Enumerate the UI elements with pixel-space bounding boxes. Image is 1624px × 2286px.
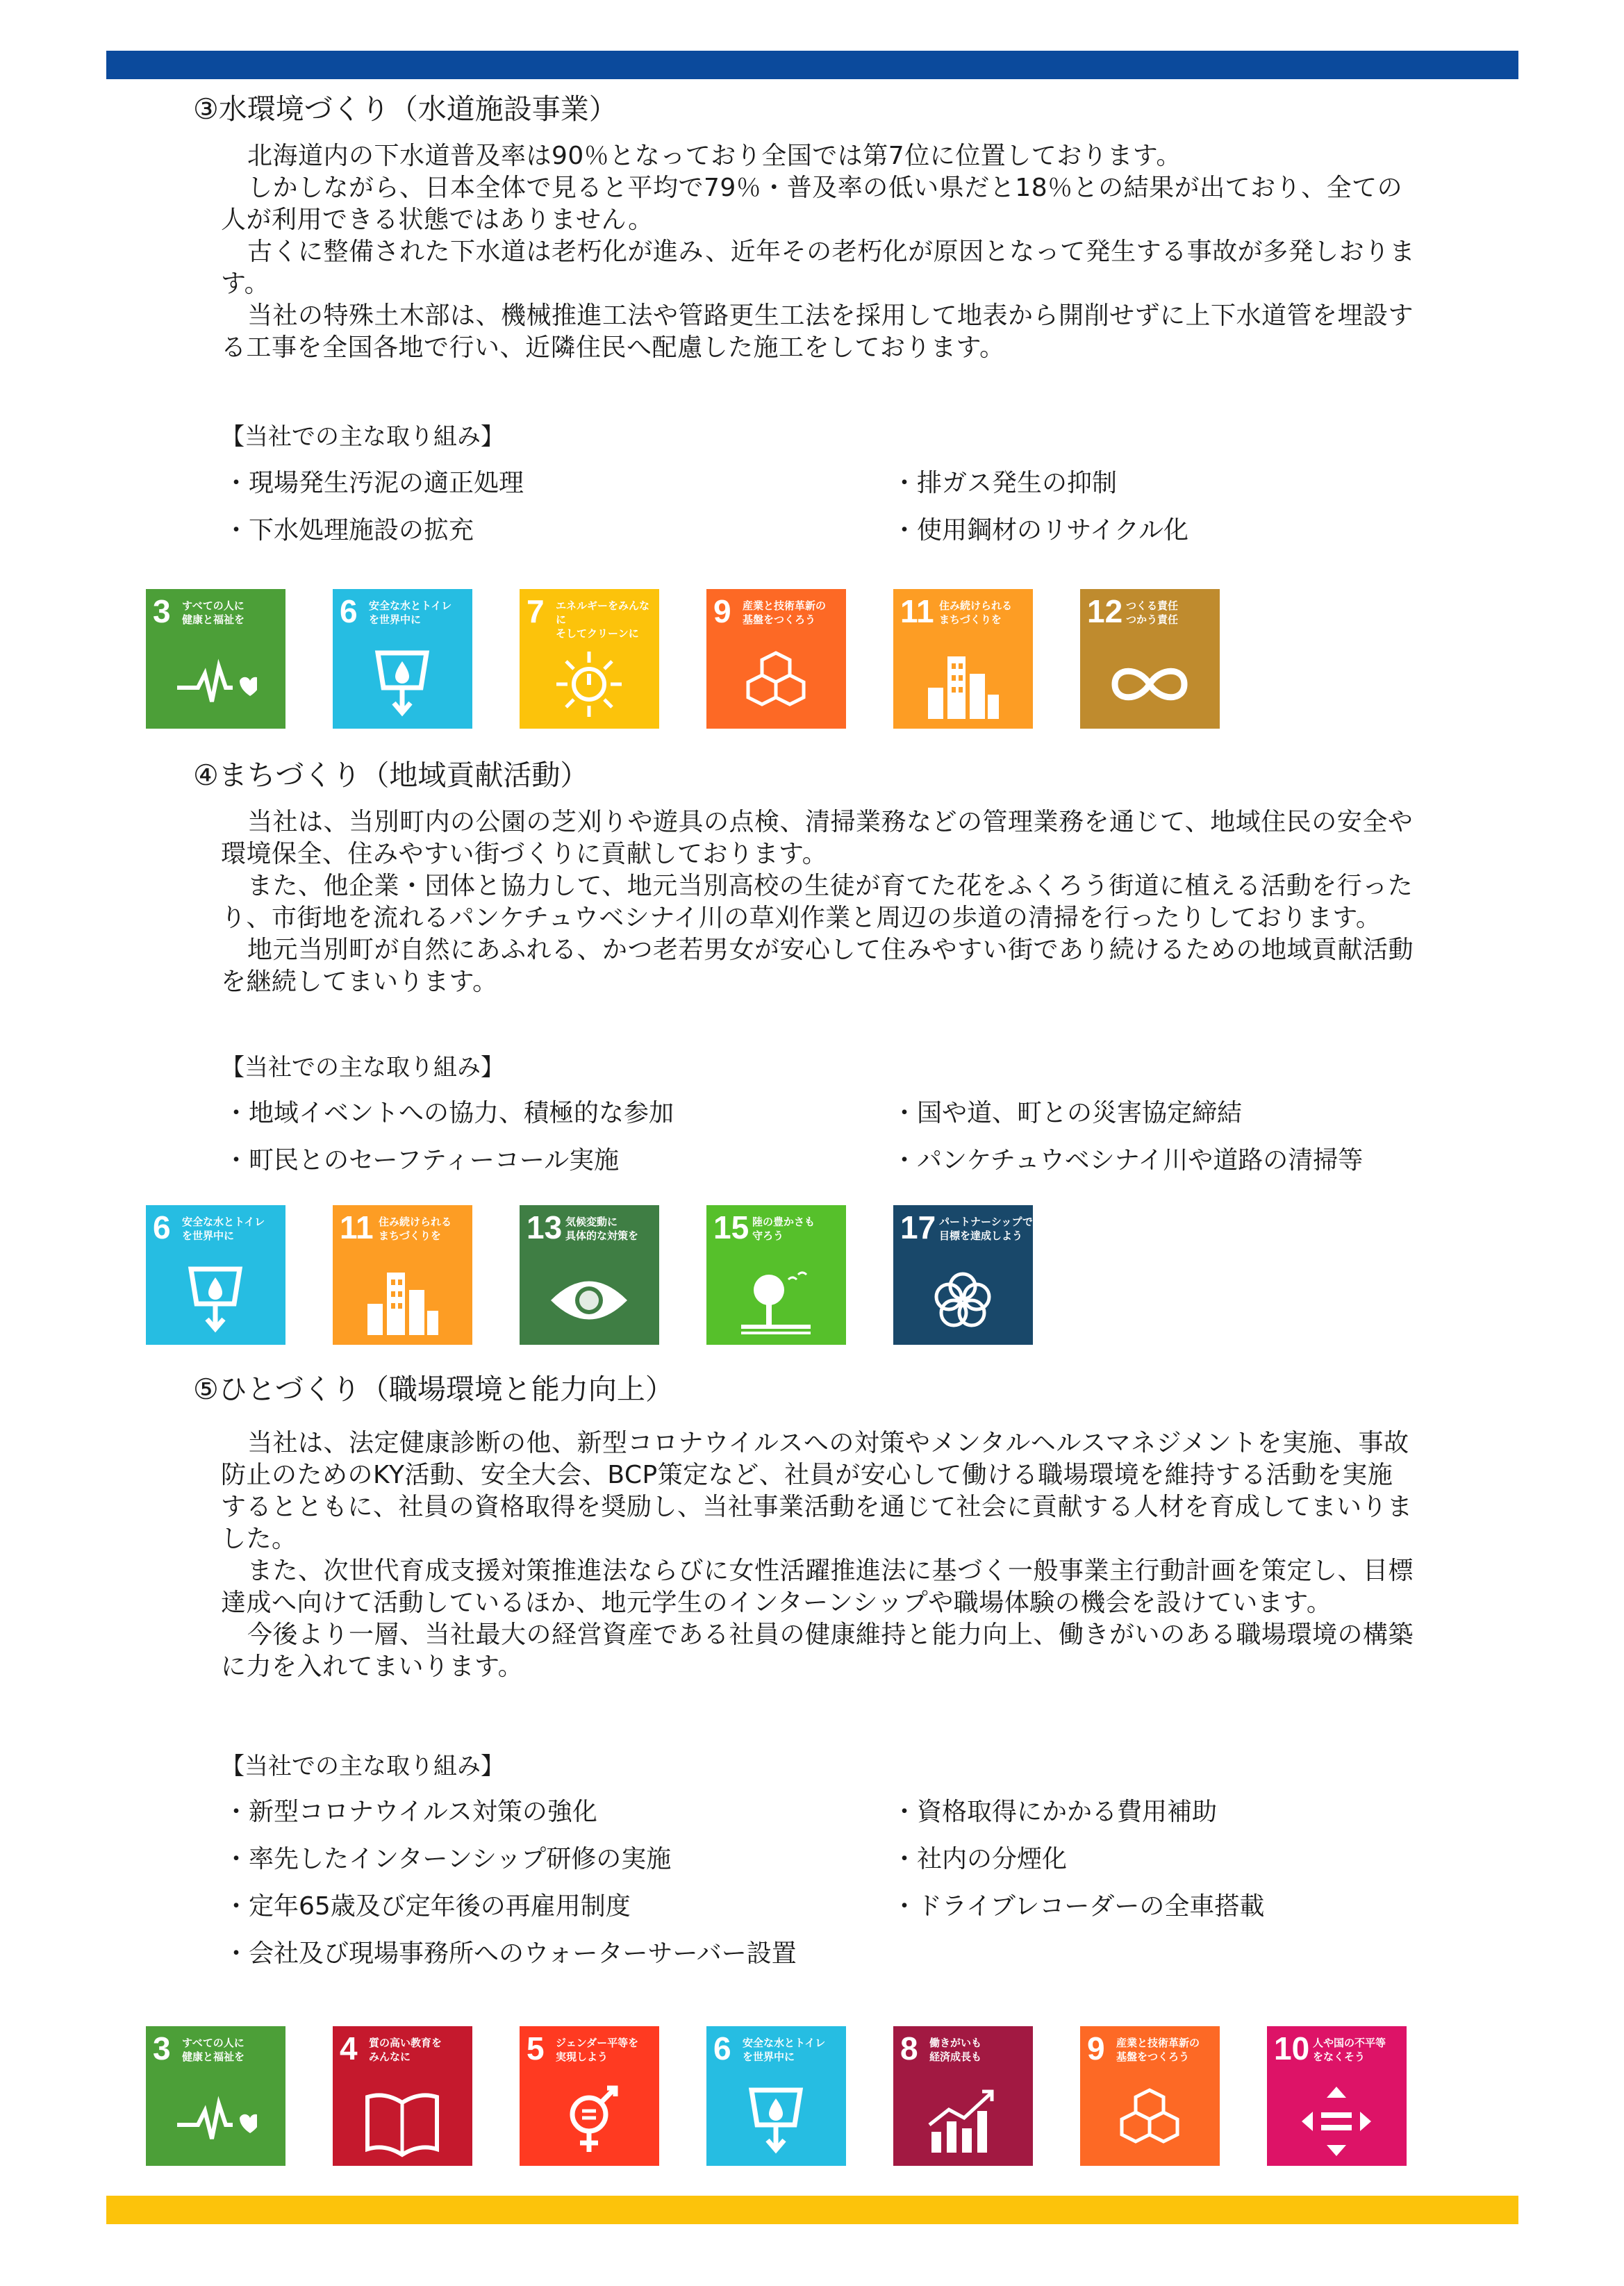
infinity-icon (1108, 646, 1191, 722)
initiatives-list (224, 467, 1405, 547)
sdg-goal-number: 6 (340, 593, 358, 629)
sdg-goal-label: つくる責任 つかう責任 (1126, 599, 1179, 626)
list-item: ・率先したインターンシップ研修の実施 (224, 1845, 672, 1873)
sdg-goal-label: 産業と技術革新の 基盤をつくろう (743, 599, 827, 626)
sdg-goal-17-tile (893, 1205, 1033, 1345)
book-icon (361, 2083, 444, 2160)
sdg-goal-label: 働きがいも 経済成長も (929, 2037, 982, 2063)
sdg-goal-label: 安全な水とトイレ を世界中に (369, 599, 452, 626)
section-body (221, 140, 1416, 364)
paragraph: 当社の特殊土木部は、機械推進工法や管路更生工法を採用して地表から開削せずに上下水道管を埋設する工事を全国各地で行い、近隣住民へ配慮した施工をしております。 (221, 301, 1414, 362)
sdg-goal-10-tile (1267, 2026, 1407, 2166)
sdg-goal-label: 住み続けられる まちづくりを (379, 1216, 452, 1242)
sdg-goal-label: パートナーシップで 目標を達成しよう (939, 1216, 1033, 1242)
cubes-icon (1108, 2083, 1191, 2160)
section-body (221, 806, 1416, 998)
sdg-goal-label: 気候変動に 具体的な対策を (565, 1216, 639, 1242)
sdg-goal-15-tile (706, 1205, 846, 1345)
sdg-goal-3-tile (146, 2026, 285, 2166)
list-item: ・町民とのセーフティーコール実施 (224, 1146, 620, 1175)
sdg-goal-5-tile (520, 2026, 659, 2166)
list-item: ・現場発生汚泥の適正処理 (224, 469, 524, 497)
growth-chart-icon (921, 2083, 1004, 2160)
sdg-goal-6-tile (706, 2026, 846, 2166)
section-heading: ④まちづくり（地域貢献活動） (193, 759, 589, 792)
sdg-goal-label: 人や国の不平等 をなくそう (1313, 2037, 1386, 2063)
heartbeat-icon (174, 2083, 257, 2160)
sdg-icon-row (146, 2026, 1407, 2166)
initiatives-heading: 【当社での主な取り組み】 (221, 1054, 504, 1082)
sdg-goal-label: 質の高い教育を みんなに (369, 2037, 442, 2063)
sdg-goal-label: 産業と技術革新の 基盤をつくろう (1116, 2037, 1200, 2063)
section-heading: ③水環境づくり（水道施設事業） (193, 92, 618, 126)
list-item: ・使用鋼材のリサイクル化 (892, 516, 1188, 545)
sdg-goal-label: ジェンダー平等を 実現しよう (556, 2037, 639, 2063)
sdg-goal-number: 17 (900, 1209, 936, 1245)
bottom-color-bar (106, 2196, 1518, 2224)
list-item: ・地域イベントへの協力、積極的な参加 (224, 1099, 674, 1127)
sdg-goal-number: 6 (153, 1209, 171, 1245)
sdg-goal-6-tile (146, 1205, 285, 1345)
sdg-icon-row (146, 1205, 1033, 1345)
sdg-goal-number: 3 (153, 2030, 171, 2066)
cubes-icon (734, 646, 818, 722)
list-item: ・排ガス発生の抑制 (892, 469, 1118, 497)
list-item: ・定年65歳及び定年後の再雇用制度 (224, 1892, 631, 1921)
sdg-goal-number: 3 (153, 593, 171, 629)
sdg-goal-number: 11 (340, 1209, 374, 1245)
sdg-goal-number: 11 (900, 593, 934, 629)
list-item: ・新型コロナウイルス対策の強化 (224, 1798, 597, 1826)
sdg-goal-label: 安全な水とトイレ を世界中に (182, 1216, 265, 1242)
sdg-goal-number: 10 (1274, 2030, 1310, 2066)
initiatives-heading: 【当社での主な取り組み】 (221, 1753, 504, 1780)
section-heading: ⑤ひとづくり（職場環境と能力向上） (193, 1373, 674, 1406)
gender-icon (547, 2083, 631, 2160)
sdg-goal-label: すべての人に 健康と福祉を (182, 2037, 245, 2063)
sdg-goal-number: 4 (340, 2030, 358, 2066)
sun-power-icon (547, 646, 631, 722)
paragraph: また、次世代育成支援対策推進法ならびに女性活躍推進法に基づく一般事業主行動計画を策定し、目標達成へ向けて活動しているほか、地元学生のインターンシップや職場体験の機会を設けています。 (221, 1557, 1414, 1617)
sdg-goal-12-tile (1080, 589, 1220, 729)
sdg-goal-label: すべての人に 健康と福祉を (182, 599, 245, 626)
sdg-goal-4-tile (333, 2026, 472, 2166)
heartbeat-icon (174, 646, 257, 722)
list-item: ・資格取得にかかる費用補助 (892, 1798, 1218, 1826)
equality-icon (1295, 2083, 1378, 2160)
sdg-goal-number: 5 (527, 2030, 545, 2066)
section-body (221, 1427, 1416, 1683)
sdg-goal-label: 陸の豊かさも 守ろう (752, 1216, 815, 1242)
initiatives-heading: 【当社での主な取り組み】 (221, 423, 504, 451)
list-item: ・会社及び現場事務所へのウォーターサーバー設置 (224, 1939, 797, 1968)
sdg-goal-3-tile (146, 589, 285, 729)
sdg-goal-9-tile (1080, 2026, 1220, 2166)
sdg-goal-7-tile (520, 589, 659, 729)
sdg-goal-label: 安全な水とトイレ を世界中に (743, 2037, 826, 2063)
initiatives-list (224, 1796, 1405, 1970)
sdg-goal-number: 15 (713, 1209, 749, 1245)
initiatives-list (224, 1098, 1405, 1177)
list-item: ・国や道、町との災害協定締結 (892, 1099, 1243, 1127)
city-icon (361, 1262, 444, 1339)
paragraph: 古くに整備された下水道は老朽化が進み、近年その老朽化が原因となって発生する事故が多発しおります。 (221, 238, 1416, 298)
sdg-goal-6-tile (333, 589, 472, 729)
sdg-goal-13-tile (520, 1205, 659, 1345)
flower-rings-icon (921, 1262, 1004, 1339)
list-item: ・社内の分煙化 (892, 1845, 1068, 1873)
water-icon (734, 2083, 818, 2160)
water-icon (174, 1262, 257, 1339)
sdg-goal-number: 13 (527, 1209, 563, 1245)
sdg-goal-11-tile (333, 1205, 472, 1345)
list-item: ・下水処理施設の拡充 (224, 516, 474, 545)
city-icon (921, 646, 1004, 722)
paragraph: 今後より一層、当社最大の経営資産である社員の健康維持と能力向上、働きがいのある職場環境の構築に力を入れてまいります。 (221, 1621, 1414, 1681)
sdg-goal-number: 6 (713, 2030, 731, 2066)
paragraph: 当社は、当別町内の公園の芝刈りや遊具の点検、清掃業務などの管理業務を通じて、地域住民の安全や環境保全、住みやすい街づくりに貢献しております。 (221, 808, 1414, 868)
paragraph: 当社は、法定健康診断の他、新型コロナウイルスへの対策やメンタルヘルスマネジメントを実施、事故防止のためのKY活動、安全大会、BCP策定など、社員が安心して働ける職場環境を維持する活動を実施するとともに、社員の資格取得を奨励し、当社事業活動を通じて社会に貢献する人材を育成してまいりました。 (221, 1429, 1413, 1553)
list-item: ・パンケチュウベシナイ川や道路の清掃等 (892, 1146, 1364, 1175)
sdg-goal-9-tile (706, 589, 846, 729)
paragraph: また、他企業・団体と協力して、地元当別高校の生徒が育てた花をふくろう街道に植える活動を行ったり、市街地を流れるパンケチュウベシナイ川の草刈作業と周辺の歩道の清掃を行ったりしております。 (221, 872, 1414, 932)
paragraph: しかしながら、日本全体で見ると平均で79％・普及率の低い県だと18％との結果が出ており、全ての人が利用できる状態ではありません。 (221, 174, 1403, 234)
eye-globe-icon (547, 1262, 631, 1339)
paragraph: 地元当別町が自然にあふれる、かつ老若男女が安心して住みやすい街であり続けるための地域貢献活動を継続してまいります。 (221, 936, 1414, 996)
sdg-goal-11-tile (893, 589, 1033, 729)
sdg-icon-row (146, 589, 1220, 729)
list-item: ・ドライブレコーダーの全車搭載 (892, 1892, 1265, 1921)
sdg-goal-label: 住み続けられる まちづくりを (939, 599, 1013, 626)
sdg-goal-number: 12 (1087, 593, 1123, 629)
tree-icon (734, 1262, 818, 1339)
water-icon (361, 646, 444, 722)
paragraph: 北海道内の下水道普及率は90％となっており全国では第7位に位置しております。 (247, 142, 1182, 170)
sdg-goal-number: 8 (900, 2030, 918, 2066)
sdg-goal-number: 7 (527, 593, 545, 629)
sdg-goal-label: エネルギーをみんなに そしてクリーンに (556, 599, 650, 640)
list-item (892, 1938, 1378, 1970)
sdg-goal-number: 9 (1087, 2030, 1105, 2066)
top-color-bar (106, 51, 1518, 79)
sdg-goal-number: 9 (713, 593, 731, 629)
sdg-goal-8-tile (893, 2026, 1033, 2166)
